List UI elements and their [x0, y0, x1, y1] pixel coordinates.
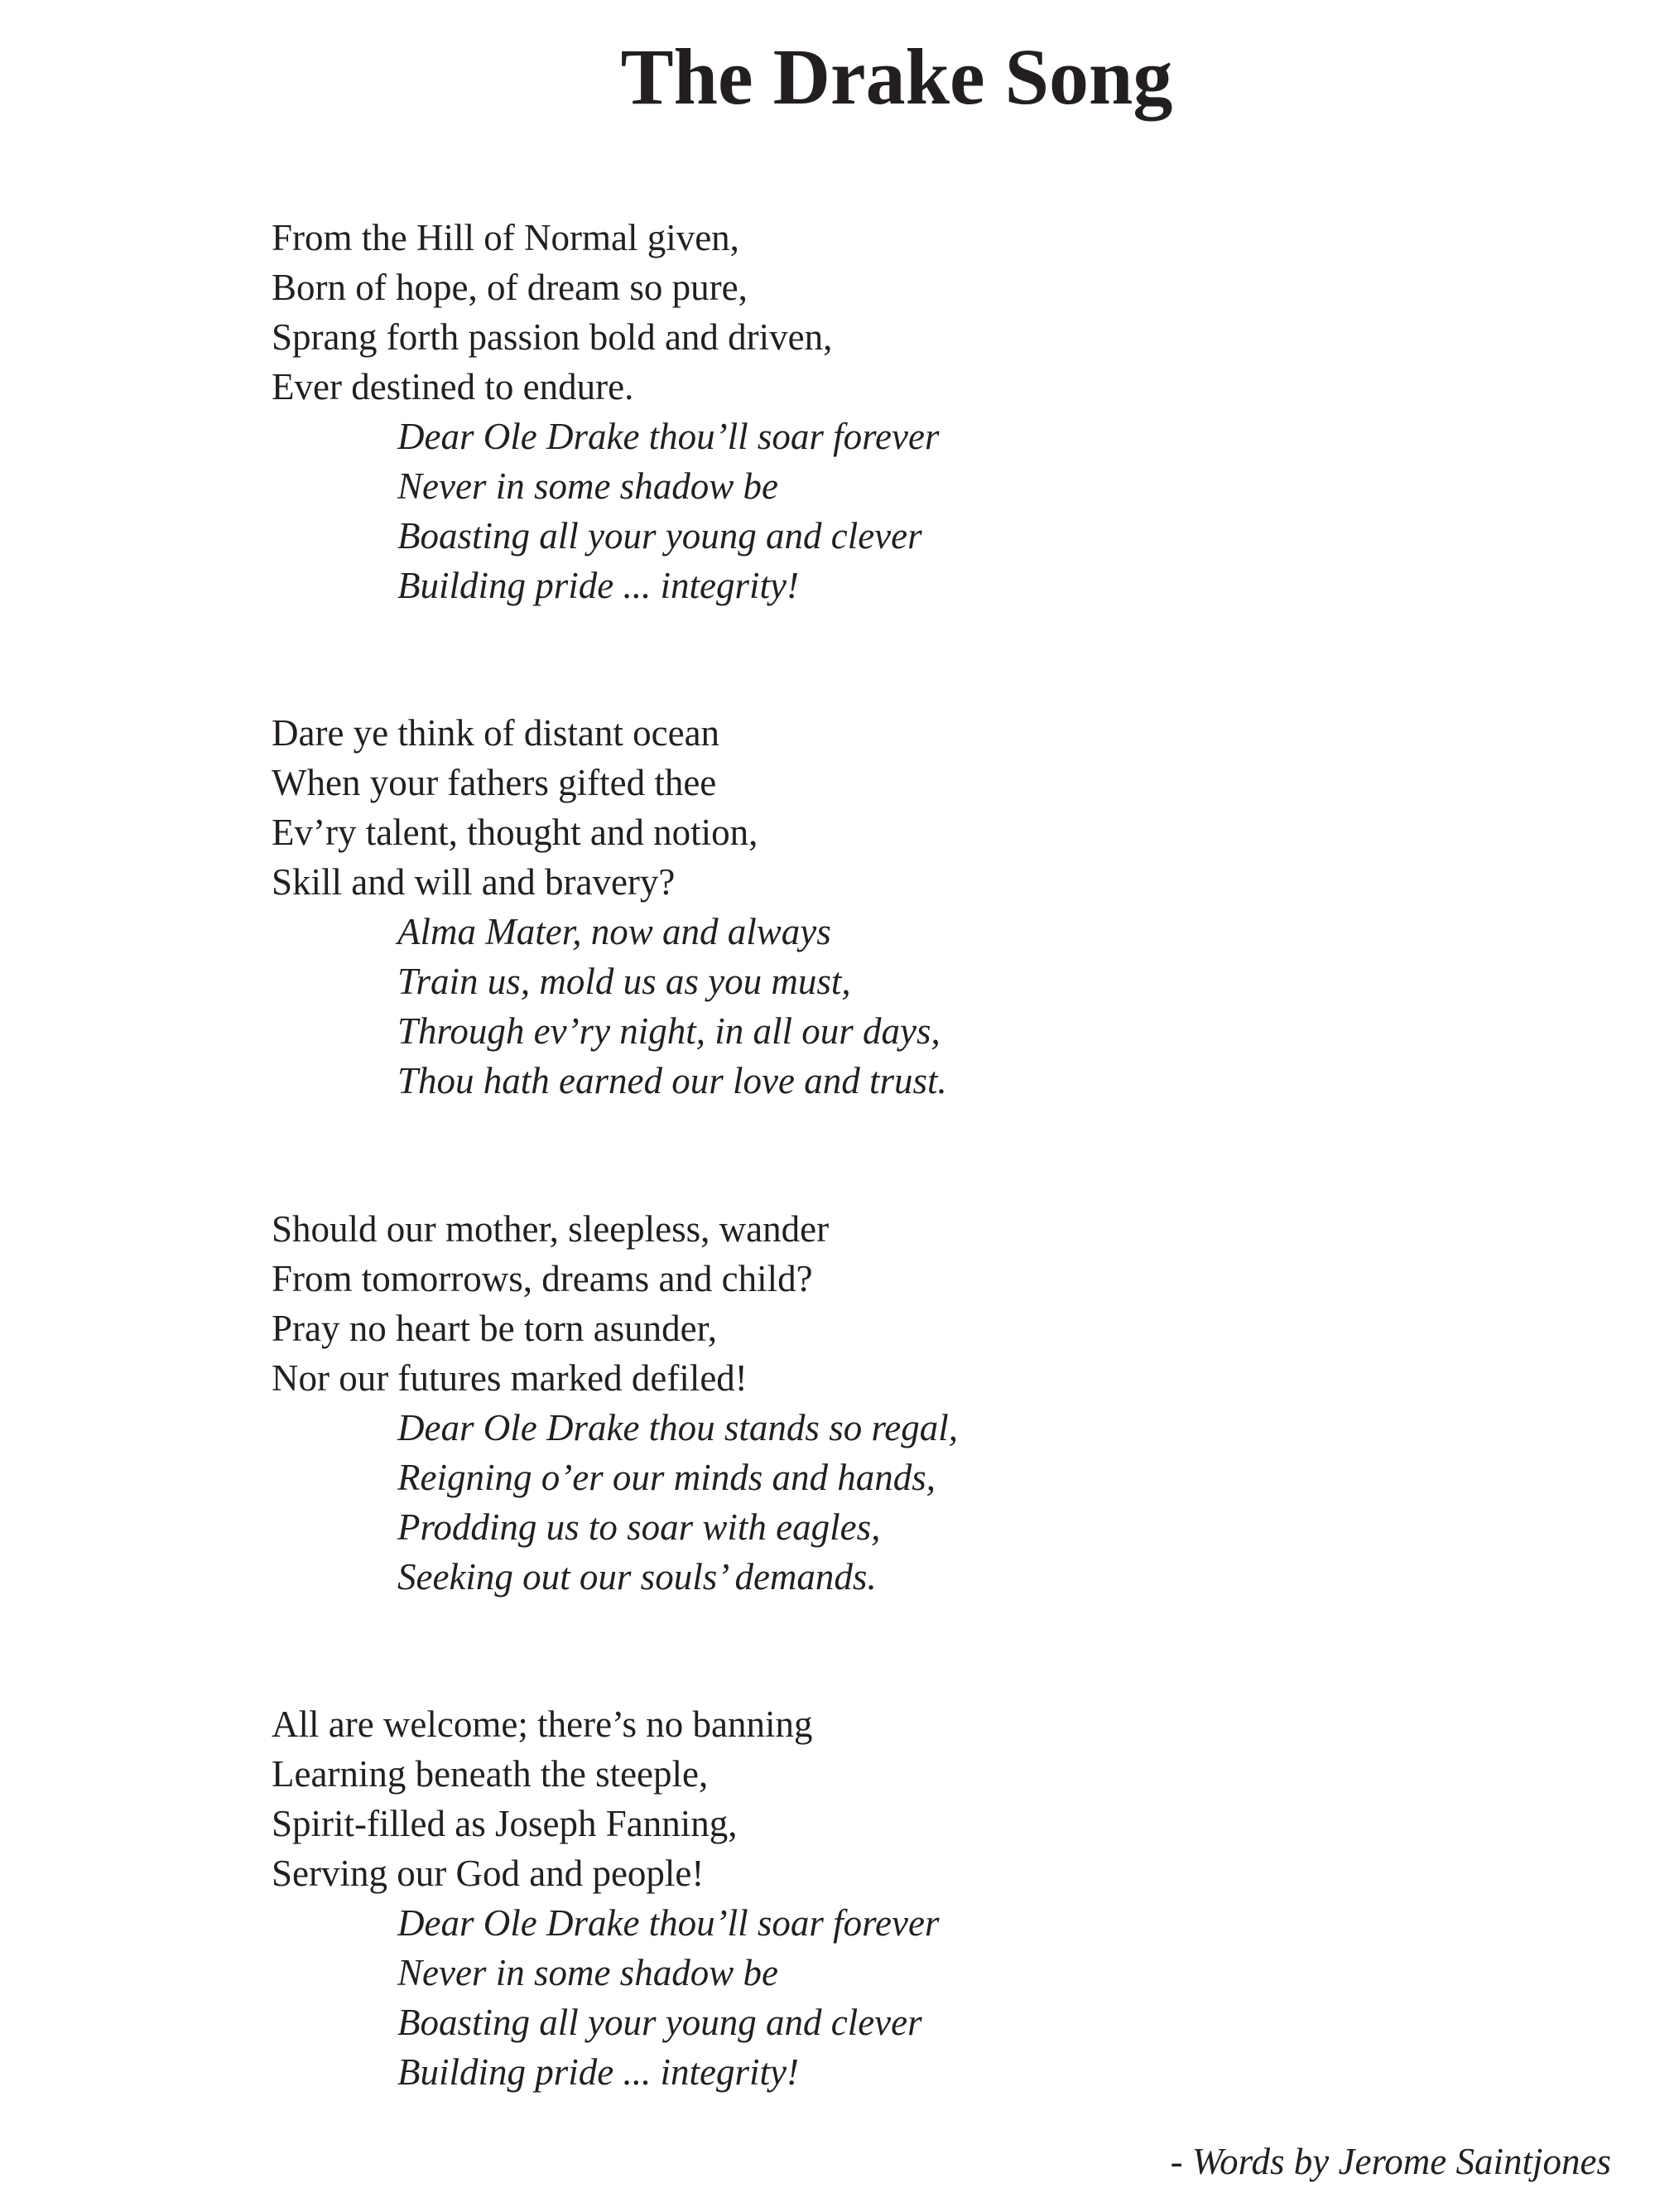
verse	[272, 213, 939, 412]
chorus-line: Building pride ... integrity!	[397, 2051, 799, 2093]
chorus	[272, 907, 947, 1106]
chorus-line: Boasting all your young and clever	[397, 515, 922, 557]
stanza-4	[272, 1699, 939, 2097]
chorus-line: Dear Ole Drake thou stands so regal,	[397, 1407, 959, 1448]
stanza-1	[272, 213, 939, 610]
verse	[272, 1204, 958, 1403]
chorus-line: Alma Mater, now and always	[397, 911, 831, 952]
chorus-line: Through ev’ry night, in all our days,	[397, 1010, 941, 1052]
verse-line: Skill and will and bravery?	[272, 861, 676, 903]
verse-line: Born of hope, of dream so pure,	[272, 267, 748, 308]
verse	[272, 708, 947, 907]
stanza-3	[272, 1204, 958, 1602]
chorus-line: Thou hath earned our love and trust.	[397, 1060, 947, 1101]
chorus-line: Boasting all your young and clever	[397, 2002, 922, 2043]
verse-line: Dare ye think of distant ocean	[272, 712, 720, 754]
verse-line: Learning beneath the steeple,	[272, 1753, 709, 1795]
verse-line: Nor our futures marked defiled!	[272, 1357, 748, 1399]
chorus-line: Reigning o’er our minds and hands,	[397, 1457, 936, 1498]
attribution: - Words by Jerome Saintjones	[1170, 2141, 1611, 2182]
stanza-2	[272, 708, 947, 1106]
verse-line: From the Hill of Normal given,	[272, 217, 739, 258]
chorus-line: Dear Ole Drake thou’ll soar forever	[397, 416, 940, 457]
chorus-line: Seeking out our souls’ demands.	[397, 1556, 877, 1598]
verse-line: When your fathers gifted thee	[272, 762, 717, 803]
verse-line: Ever destined to endure.	[272, 366, 634, 407]
verse-line: Serving our God and people!	[272, 1853, 705, 1894]
verse-line: Should our mother, sleepless, wander	[272, 1208, 830, 1250]
chorus-line: Never in some shadow be	[397, 1952, 778, 1993]
chorus-line: Prodding us to soar with eagles,	[397, 1506, 881, 1548]
verse-line: Sprang forth passion bold and driven,	[272, 316, 833, 358]
verse-line: Ev’ry talent, thought and notion,	[272, 812, 758, 853]
verse-line: All are welcome; there’s no banning	[272, 1704, 813, 1745]
chorus	[272, 1898, 939, 2097]
verse-line: From tomorrows, dreams and child?	[272, 1258, 813, 1299]
chorus-line: Train us, mold us as you must,	[397, 961, 851, 1002]
chorus-line: Never in some shadow be	[397, 465, 778, 507]
verse-line: Spirit-filled as Joseph Fanning,	[272, 1803, 738, 1844]
chorus	[272, 1403, 958, 1602]
page-title: The Drake Song	[620, 32, 1173, 121]
verse-line: Pray no heart be torn asunder,	[272, 1308, 718, 1349]
verse	[272, 1699, 939, 1898]
chorus	[272, 412, 939, 610]
chorus-line: Dear Ole Drake thou’ll soar forever	[397, 1902, 940, 1944]
chorus-line: Building pride ... integrity!	[397, 565, 799, 606]
